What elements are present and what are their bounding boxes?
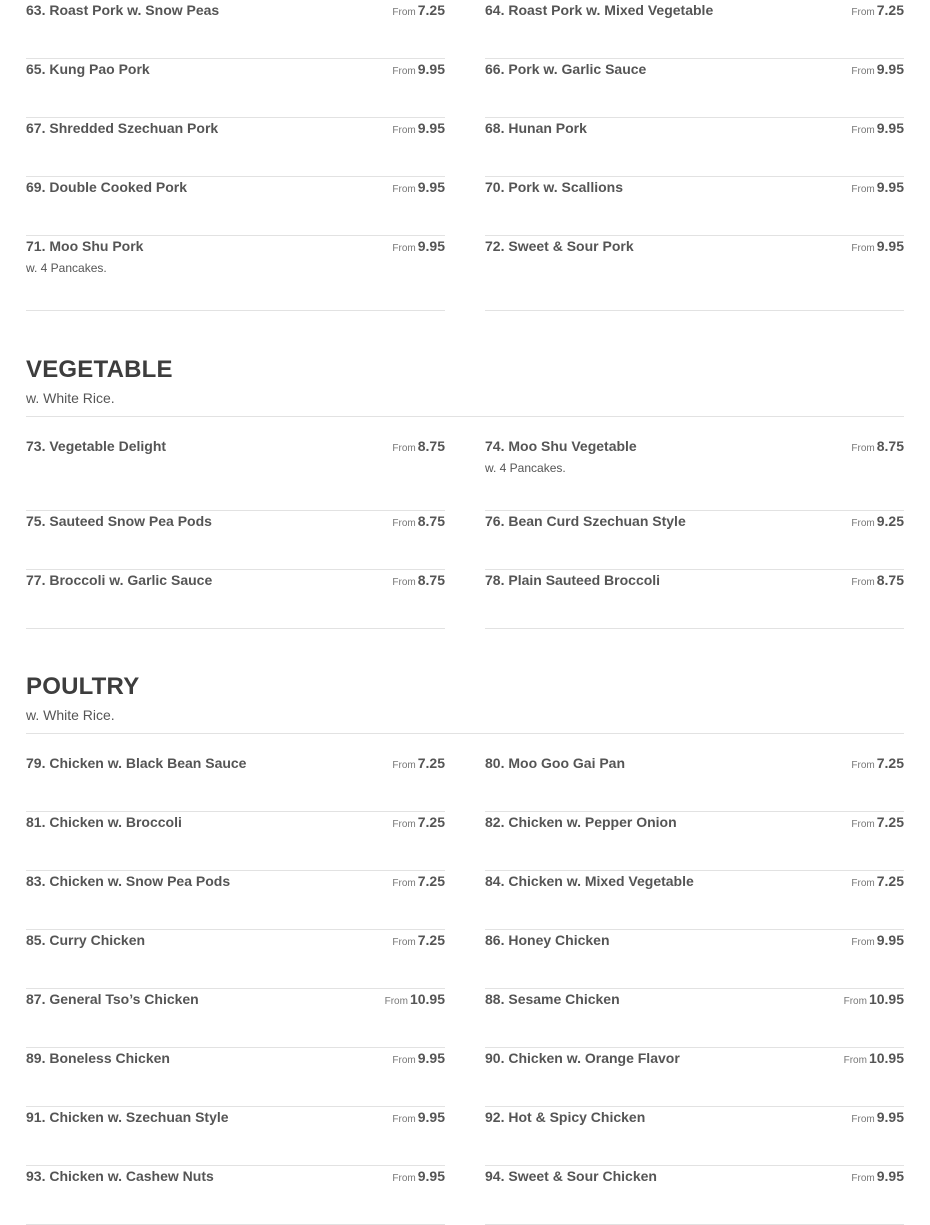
menu-item-price <box>851 437 904 458</box>
menu-item-row <box>26 754 445 772</box>
menu-item-chicken-w-broccoli[interactable] <box>26 812 445 871</box>
menu-item-price <box>392 237 445 258</box>
menu-item-name <box>26 512 212 530</box>
price-from-label: From <box>851 1173 875 1184</box>
menu-item-name-text: 77. Broccoli w. Garlic Sauce <box>26 572 213 588</box>
menu-item-row <box>26 1167 445 1185</box>
price-amount: 7.25 <box>876 2 904 18</box>
menu-item-row <box>485 119 904 137</box>
price-from-label: From <box>851 518 875 529</box>
menu-item-hot-spicy-chicken[interactable] <box>485 1107 904 1166</box>
price-amount: 9.95 <box>876 179 904 195</box>
price-amount: 7.25 <box>417 932 445 948</box>
price-from-label: From <box>851 66 875 77</box>
menu-item-name-text: 94. Sweet & Sour Chicken <box>485 1168 657 1184</box>
menu-item-row <box>485 1167 904 1185</box>
menu-item-moo-shu-vegetable[interactable] <box>485 436 904 511</box>
menu-item-name <box>485 1108 647 1127</box>
menu-item-name <box>26 571 214 590</box>
menu-item-chicken-w-orange-flavor[interactable] <box>485 1048 904 1107</box>
menu-item-price <box>392 931 445 952</box>
menu-item-price <box>392 1167 445 1188</box>
price-amount: 9.95 <box>417 61 445 77</box>
price-amount: 9.95 <box>876 61 904 77</box>
menu-item-name-text: 92. Hot & Spicy Chicken <box>485 1109 646 1125</box>
menu-item-price <box>392 754 445 775</box>
menu-item-boneless-chicken[interactable] <box>26 1048 445 1107</box>
menu-item-name-text: 65. Kung Pao Pork <box>26 61 150 77</box>
price-amount: 9.95 <box>417 1050 445 1066</box>
menu-item-price <box>392 512 445 533</box>
menu-item-price <box>392 872 445 893</box>
menu-item-row <box>26 931 445 949</box>
price-amount: 9.95 <box>876 1109 904 1125</box>
menu-item-price <box>851 119 904 140</box>
menu-item-row <box>485 178 904 196</box>
menu-item-row <box>485 754 904 772</box>
price-amount: 8.75 <box>417 572 445 588</box>
menu-item-row <box>485 237 904 255</box>
menu-item-name-text: 80. Moo Goo Gai Pan <box>485 755 626 771</box>
section-subtitle: w. White Rice. <box>26 707 115 723</box>
section-divider <box>26 733 904 734</box>
menu-item-name <box>485 237 634 255</box>
price-amount: 9.95 <box>417 120 445 136</box>
menu-item-price <box>851 237 904 258</box>
menu-item-price <box>851 872 904 893</box>
menu-item-name-text: 69. Double Cooked Pork <box>26 179 188 195</box>
price-amount: 7.25 <box>417 755 445 771</box>
price-from-label: From <box>392 577 416 588</box>
section-title: POULTRY <box>26 673 140 700</box>
price-from-label: From <box>851 937 875 948</box>
menu-item-row <box>485 60 904 78</box>
menu-item-price <box>392 178 445 199</box>
menu-item-description: w. 4 Pancakes. <box>26 261 107 275</box>
price-from-label: From <box>392 184 416 195</box>
menu-item-name <box>26 813 182 831</box>
price-from-label: From <box>392 66 416 77</box>
menu-item-bean-curd-szechuan-style[interactable] <box>485 511 904 570</box>
price-amount: 10.95 <box>409 991 445 1007</box>
menu-item-price <box>392 571 445 592</box>
menu-item-price <box>392 119 445 140</box>
menu-item-price <box>851 1167 904 1188</box>
menu-item-price <box>844 1049 904 1070</box>
menu-item-broccoli-w-garlic-sauce[interactable] <box>26 570 445 629</box>
price-amount: 9.25 <box>876 513 904 529</box>
menu-item-row <box>26 990 445 1008</box>
price-from-label: From <box>851 125 875 136</box>
menu-item-name <box>485 60 648 79</box>
price-amount: 9.95 <box>417 238 445 254</box>
menu-item-roast-pork-w-snow-peas[interactable] <box>26 0 445 59</box>
price-from-label: From <box>392 518 416 529</box>
menu-item-name-text: 79. Chicken w. Black Bean Sauce <box>26 755 247 771</box>
menu-item-name <box>26 437 166 455</box>
menu-item-name <box>26 119 220 138</box>
price-from-label: From <box>392 1114 416 1125</box>
price-amount: 8.75 <box>876 572 904 588</box>
price-amount: 9.95 <box>417 1168 445 1184</box>
menu-item-name <box>485 872 694 890</box>
menu-item-chicken-w-szechuan-style[interactable] <box>26 1107 445 1166</box>
menu-item-price <box>851 931 904 952</box>
menu-item-row <box>26 437 445 455</box>
menu-item-general-tso-s-chicken[interactable] <box>26 989 445 1048</box>
price-amount: 7.25 <box>876 873 904 889</box>
menu-item-name <box>485 990 620 1008</box>
menu-item-sesame-chicken[interactable] <box>485 989 904 1048</box>
price-amount: 10.95 <box>868 991 904 1007</box>
price-amount: 9.95 <box>876 1168 904 1184</box>
menu-item-row <box>26 571 445 589</box>
section-header-vegetable <box>26 356 904 406</box>
menu-item-row <box>26 1 445 19</box>
price-from-label: From <box>384 996 408 1007</box>
menu-item-name <box>26 990 201 1009</box>
menu-item-price <box>851 1108 904 1129</box>
menu-item-name <box>485 1049 682 1068</box>
menu-item-name-text: 70. Pork w. Scallions <box>485 179 623 195</box>
price-from-label: From <box>843 1055 867 1066</box>
menu-item-name <box>26 1167 214 1185</box>
menu-item-name-text: 66. Pork w. Garlic Sauce <box>485 61 647 77</box>
menu-item-price <box>392 1108 445 1129</box>
price-from-label: From <box>851 819 875 830</box>
menu-item-row <box>26 1049 445 1067</box>
menu-item-name-text: 68. Hunan Pork <box>485 120 587 136</box>
menu-item-name <box>485 512 688 531</box>
price-from-label: From <box>851 577 875 588</box>
menu-item-name-text: 82. Chicken w. Pepper Onion <box>485 814 677 830</box>
menu-item-name-text: 88. Sesame Chicken <box>485 991 620 1007</box>
menu-item-price <box>851 512 904 533</box>
price-amount: 8.75 <box>876 438 904 454</box>
menu-item-name <box>485 437 637 455</box>
price-from-label: From <box>392 819 416 830</box>
price-from-label: From <box>392 443 416 454</box>
price-from-label: From <box>851 184 875 195</box>
menu-item-name <box>485 178 623 196</box>
menu-item-kung-pao-pork[interactable] <box>26 59 445 118</box>
section-header-poultry <box>26 673 904 723</box>
menu-item-roast-pork-w-mixed-vegetable[interactable] <box>485 0 904 59</box>
price-from-label: From <box>392 878 416 889</box>
menu-item-row <box>485 990 904 1008</box>
menu-item-description: w. 4 Pancakes. <box>485 461 566 475</box>
menu-item-vegetable-delight[interactable] <box>26 436 445 511</box>
menu-item-row <box>26 60 445 78</box>
menu-item-chicken-w-cashew-nuts[interactable] <box>26 1166 445 1225</box>
price-from-label: From <box>851 878 875 889</box>
price-amount: 9.95 <box>876 932 904 948</box>
menu-item-name <box>485 813 677 831</box>
menu-item-name <box>485 931 610 949</box>
price-from-label: From <box>851 243 875 254</box>
menu-item-name-text: 86. Honey Chicken <box>485 932 610 948</box>
menu-item-row <box>485 872 904 890</box>
menu-item-name-text: 67. Shredded Szechuan Pork <box>26 120 219 136</box>
menu-item-row <box>485 1 904 19</box>
menu-item-name-text: 74. Moo Shu Vegetable <box>485 438 637 454</box>
section-subtitle: w. White Rice. <box>26 390 115 406</box>
menu-item-row <box>26 872 445 890</box>
menu-item-row <box>485 931 904 949</box>
menu-item-row <box>485 571 904 589</box>
section-divider <box>26 416 904 417</box>
price-from-label: From <box>851 760 875 771</box>
price-amount: 9.95 <box>876 120 904 136</box>
menu-item-name <box>26 931 147 950</box>
menu-item-row <box>26 512 445 530</box>
menu-item-pork-w-scallions[interactable] <box>485 177 904 236</box>
menu-item-price <box>392 60 445 81</box>
menu-item-moo-shu-pork[interactable] <box>26 236 445 311</box>
menu-item-name <box>26 237 143 255</box>
menu-item-row <box>26 1108 445 1126</box>
price-from-label: From <box>392 1173 416 1184</box>
menu-item-name <box>485 119 589 138</box>
price-from-label: From <box>392 243 416 254</box>
menu-item-name <box>26 872 230 890</box>
price-amount: 10.95 <box>868 1050 904 1066</box>
menu-item-row <box>26 178 445 196</box>
menu-item-row <box>485 437 904 455</box>
menu-item-sweet-sour-chicken[interactable] <box>485 1166 904 1225</box>
menu-item-price <box>392 437 445 458</box>
menu-item-price <box>851 1 904 22</box>
menu-item-name-text: 76. Bean Curd Szechuan Style <box>485 513 686 529</box>
menu-item-double-cooked-pork[interactable] <box>26 177 445 236</box>
menu-item-name <box>26 1049 170 1067</box>
menu-item-price <box>851 754 904 775</box>
menu-item-price <box>392 1 445 22</box>
price-amount: 7.25 <box>417 2 445 18</box>
menu-item-chicken-w-mixed-vegetable[interactable] <box>485 871 904 930</box>
price-amount: 9.95 <box>876 238 904 254</box>
menu-item-name-text: 90. Chicken w. Orange Flavor <box>485 1050 680 1066</box>
price-from-label: From <box>392 937 416 948</box>
price-from-label: From <box>851 7 875 18</box>
menu-item-plain-sauteed-broccoli[interactable] <box>485 570 904 629</box>
menu-item-name <box>26 178 189 197</box>
menu-item-name-text: 93. Chicken w. Cashew Nuts <box>26 1168 214 1184</box>
menu-item-name-text: 63. Roast Pork w. Snow Peas <box>26 2 220 18</box>
menu-item-pork-w-garlic-sauce[interactable] <box>485 59 904 118</box>
menu-item-hunan-pork[interactable] <box>485 118 904 177</box>
price-amount: 7.25 <box>876 755 904 771</box>
menu-item-sauteed-snow-pea-pods[interactable] <box>26 511 445 570</box>
price-from-label: From <box>851 443 875 454</box>
menu-item-name-text: 71. Moo Shu Pork <box>26 238 144 254</box>
menu-item-row <box>26 813 445 831</box>
menu-item-row <box>485 1108 904 1126</box>
menu-item-name-text: 85. Curry Chicken <box>26 932 146 948</box>
menu-item-price <box>851 813 904 834</box>
section-title: VEGETABLE <box>26 356 173 383</box>
menu-item-moo-goo-gai-pan[interactable] <box>485 753 904 812</box>
menu-item-name-text: 83. Chicken w. Snow Pea Pods <box>26 873 231 889</box>
price-amount: 7.25 <box>417 814 445 830</box>
price-from-label: From <box>843 996 867 1007</box>
price-amount: 9.95 <box>417 1109 445 1125</box>
menu-item-name-text: 73. Vegetable Delight <box>26 438 167 454</box>
menu-item-row <box>26 237 445 255</box>
price-from-label: From <box>392 1055 416 1066</box>
menu-item-name <box>26 60 152 79</box>
price-amount: 8.75 <box>417 513 445 529</box>
menu-item-price <box>392 1049 445 1070</box>
menu-item-name <box>485 1 713 19</box>
menu-item-price <box>844 990 904 1011</box>
menu-item-price <box>392 813 445 834</box>
menu-item-price <box>851 60 904 81</box>
menu-item-name-text: 78. Plain Sauteed Broccoli <box>485 572 661 588</box>
menu-item-name-text: 72. Sweet & Sour Pork <box>485 238 634 254</box>
menu-item-chicken-w-black-bean-sauce[interactable] <box>26 753 445 812</box>
menu-item-name <box>485 754 625 772</box>
menu-item-chicken-w-snow-pea-pods[interactable] <box>26 871 445 930</box>
menu-item-name-text: 84. Chicken w. Mixed Vegetable <box>485 873 694 889</box>
menu-item-name-text: 75. Sauteed Snow Pea Pods <box>26 513 212 529</box>
price-amount: 7.25 <box>417 873 445 889</box>
menu-item-price <box>385 990 445 1011</box>
menu-item-name-text: 91. Chicken w. Szechuan Style <box>26 1109 229 1125</box>
price-from-label: From <box>851 1114 875 1125</box>
menu-item-curry-chicken[interactable] <box>26 930 445 989</box>
price-from-label: From <box>392 760 416 771</box>
price-from-label: From <box>392 7 416 18</box>
price-amount: 8.75 <box>417 438 445 454</box>
menu-item-name-text: 87. General Tso’s Chicken <box>26 991 199 1007</box>
menu-item-name <box>26 1 219 19</box>
menu-item-name <box>485 571 660 589</box>
menu-item-name-text: 81. Chicken w. Broccoli <box>26 814 182 830</box>
price-amount: 7.25 <box>876 814 904 830</box>
menu-item-honey-chicken[interactable] <box>485 930 904 989</box>
menu-item-name <box>26 754 246 772</box>
menu-item-row <box>26 119 445 137</box>
price-from-label: From <box>392 125 416 136</box>
menu-item-name <box>26 1108 231 1127</box>
menu-item-row <box>485 813 904 831</box>
menu-item-price <box>851 571 904 592</box>
menu-item-price <box>851 178 904 199</box>
menu-item-row <box>485 512 904 530</box>
menu-item-sweet-sour-pork[interactable] <box>485 236 904 311</box>
menu-item-shredded-szechuan-pork[interactable] <box>26 118 445 177</box>
menu-item-row <box>485 1049 904 1067</box>
menu-item-name-text: 64. Roast Pork w. Mixed Vegetable <box>485 2 714 18</box>
menu-item-name-text: 89. Boneless Chicken <box>26 1050 170 1066</box>
menu-item-chicken-w-pepper-onion[interactable] <box>485 812 904 871</box>
menu-item-name <box>485 1167 657 1185</box>
price-amount: 9.95 <box>417 179 445 195</box>
